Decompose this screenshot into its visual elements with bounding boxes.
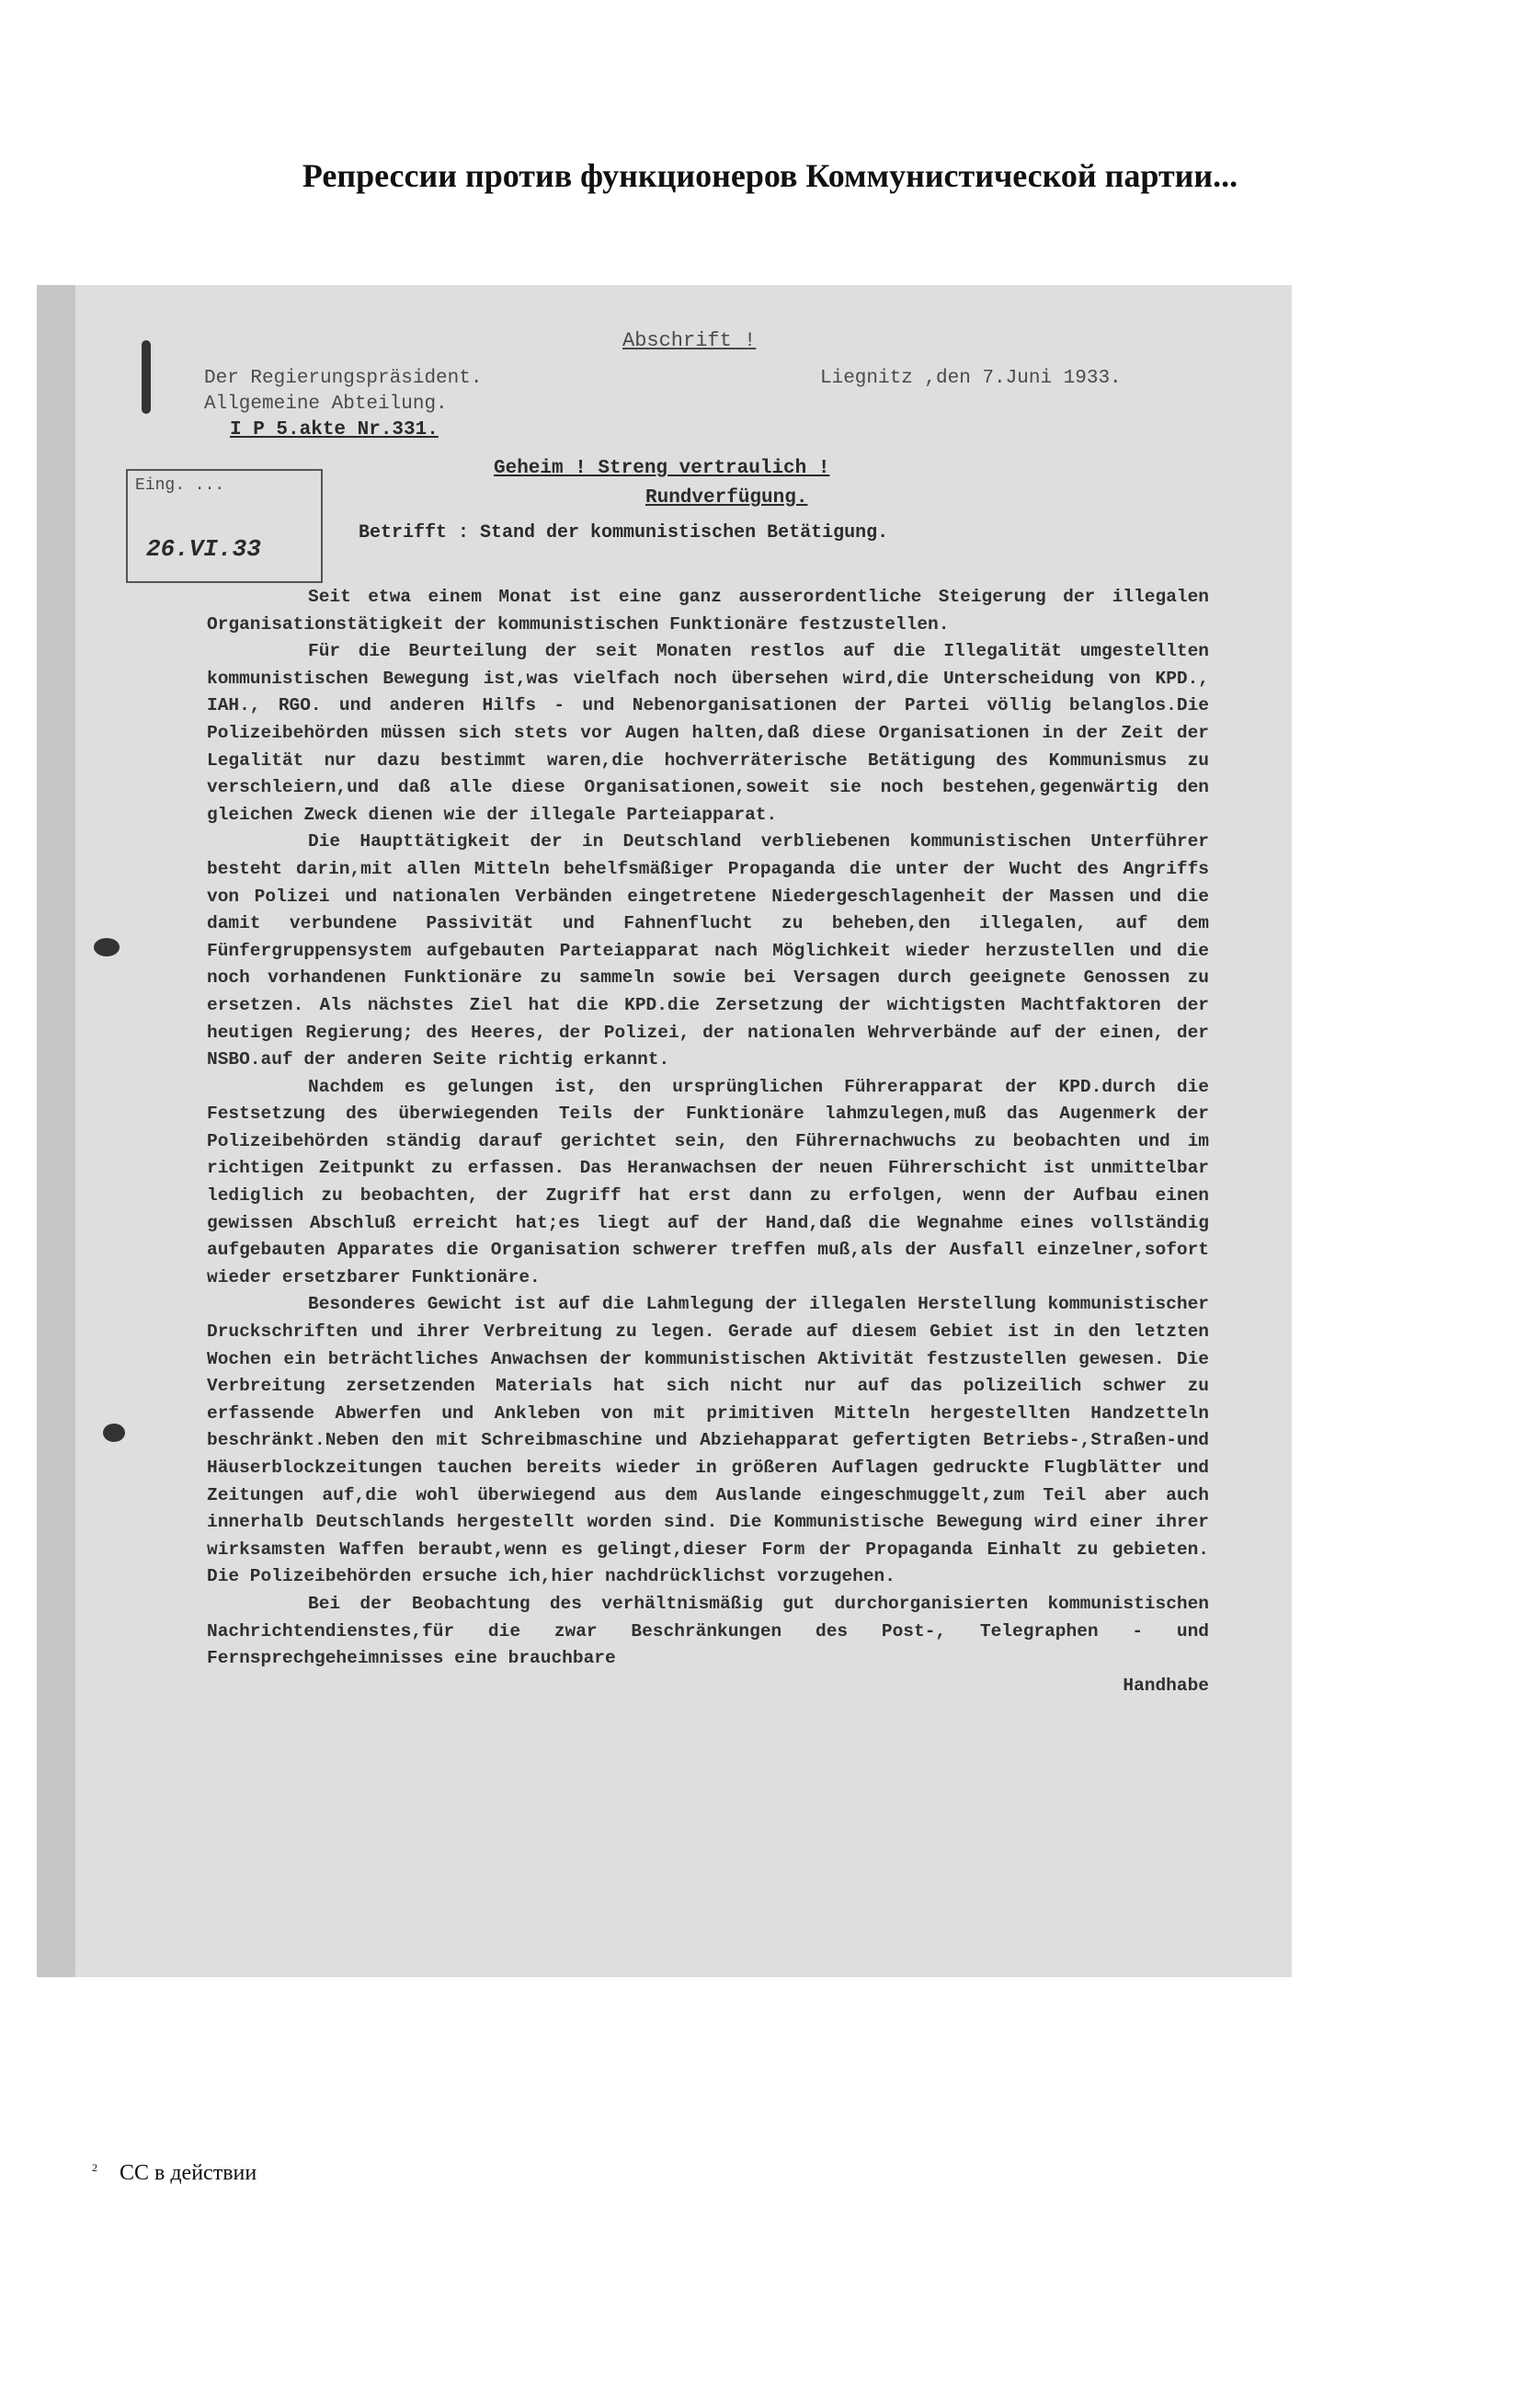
subject-line: Betrifft : Stand der kommunistischen Betätigung. [359,522,889,543]
paragraph: Für die Beurteilung der seit Monaten restlos auf die Illegalität umgestellten kommunistischen Bewegung ist,was vielfach noch übersehen wird,die Unterscheidung von KPD., IAH., RGO. und anderen Hilfs - und Nebenorganisationen der Partei völlig belanglos.Die Polizeibehörden müssen sich stets vor Augen halten,daß diese Organisationen in der Zeit der Legalität nur dazu bestimmt waren,die hochverräterische Betätigung des Kommunismus zu verschleiern,und daß alle diese Organisationen,soweit sie noch bestehen,gegenwärtig den gleichen Zweck dienen wie der illegale Parteiapparat. [207,641,1209,825]
paragraph: Bei der Beobachtung des verhältnismäßig gut durchorganisierten kommunistischen Nachrichtendienstes,für die zwar Beschränkungen des Post-, Telegraphen - und Fernsprechgeheimnisses eine brauchbare [207,1593,1209,1669]
scan-left-edge [37,285,75,1977]
catchword: Handhabe [1123,1675,1209,1696]
margin-pencil-mark [142,340,151,414]
stamp-line-1: Eing. ... [135,476,225,495]
footnote-text: СС в действии [120,2161,257,2185]
running-header: Репрессии против функционеров Коммунистической партии... [302,157,1238,194]
stamp-line-2: 26.VI.33 [146,535,261,563]
paragraph: Seit etwa einem Monat ist eine ganz ausserordentliche Steigerung der illegalen Organisationstätigkeit der kommunistischen Funktionäre festzustellen. [207,587,1209,635]
routing-note: Rundverfügung. [645,487,808,509]
place-date: Liegnitz ,den 7.Juni 1933. [820,368,1122,389]
punch-hole-mark [94,938,120,956]
footnote [92,2161,257,2186]
document-sheet [75,285,1292,1977]
letter-body [207,584,1209,1699]
footnote-number: 2 [92,2161,97,2174]
sender-line-2: Allgemeine Abteilung. [204,394,448,415]
paragraph: Besonderes Gewicht ist auf die Lahmlegung der illegalen Herstellung kommunistischer Druckschriften und ihrer Verbreitung zu legen. Gerade auf diesem Gebiet ist in den letzten Wochen ein beträchtliches Anwachsen der kommunistischen Aktivität festzustellen gewesen. Die Verbreitung zersetzenden Materials hat sich nicht nur auf das polizeilich schwer zu erfassende Abwerfen und Ankleben von mit primitiven Mitteln hergestellten Handzetteln beschränkt.Neben den mit Schreibmaschine und Abziehapparat gefertigten Betriebs-,Straßen-und Häuserblockzeitungen tauchen bereits wieder in größeren Auflagen gedruckte Flugblätter und Zeitungen auf,die wohl überwiegend aus dem Auslande eingeschmuggelt,zum Teil aber auch innerhalb Deutschlands hergestellt worden sind. Die Kommunistische Bewegung wird einer ihrer wirksamsten Waffen beraubt,wenn es gelingt,dieser Form der Propaganda Einhalt zu gebieten. Die Polizeibehörden ersuche ich,hier nachdrücklichst vorzugehen. [207,1294,1209,1587]
paragraph: Die Haupttätigkeit der in Deutschland verbliebenen kommunistischen Unterführer besteht darin,mit allen Mitteln behelfsmäßiger Propaganda die unter der Wucht des Angriffs von Polizei und nationalen Verbänden eingetretene Niedergeschlagenheit der Massen und die damit verbundene Passivität und Fahnenflucht zu beheben,den illegalen, auf dem Fünfergruppensystem aufgebauten Parteiapparat nach Möglichkeit wieder herzustellen und die noch vorhandenen Funktionäre zu sammeln sowie bei Versagen durch geeignete Genossen zu ersetzen. Als nächstes Ziel hat die KPD.die Zersetzung der wichtigsten Machtfaktoren der heutigen Regierung; des Heeres, der Polizei, der nationalen Wehrverbände auf der einen, der NSBO.auf der anderen Seite richtig erkannt. [207,831,1209,1070]
receipt-stamp [126,469,323,583]
copy-label: Abschrift ! [622,329,757,352]
paragraph: Nachdem es gelungen ist, den ursprünglichen Führerapparat der KPD.durch die Festsetzung des überwiegenden Teils der Funktionäre lahmzulegen,muß das Augenmerk der Polizeibehörden ständig darauf gerichtet sein, den Führernachwuchs zu beobachten und im richtigen Zeitpunkt zu erfassen. Das Heranwachsen der neuen Führerschicht ist unmittelbar lediglich zu beobachten, der Zugriff hat erst dann zu erfolgen, wenn der Aufbau einen gewissen Abschluß erreicht hat;es liegt auf der Hand,daß die Wegnahme eines vollständig aufgebauten Apparates die Organisation schwerer treffen muß,als der Ausfall einzelner,sofort wieder ersetzbarer Funktionäre. [207,1076,1209,1287]
secrecy-marking: Geheim ! Streng vertraulich ! [494,458,830,479]
file-reference: I P 5.akte Nr.331. [230,419,439,440]
scanned-document [37,285,1292,1977]
punch-hole-mark [103,1424,125,1442]
sender-line-1: Der Regierungspräsident. [204,368,483,389]
